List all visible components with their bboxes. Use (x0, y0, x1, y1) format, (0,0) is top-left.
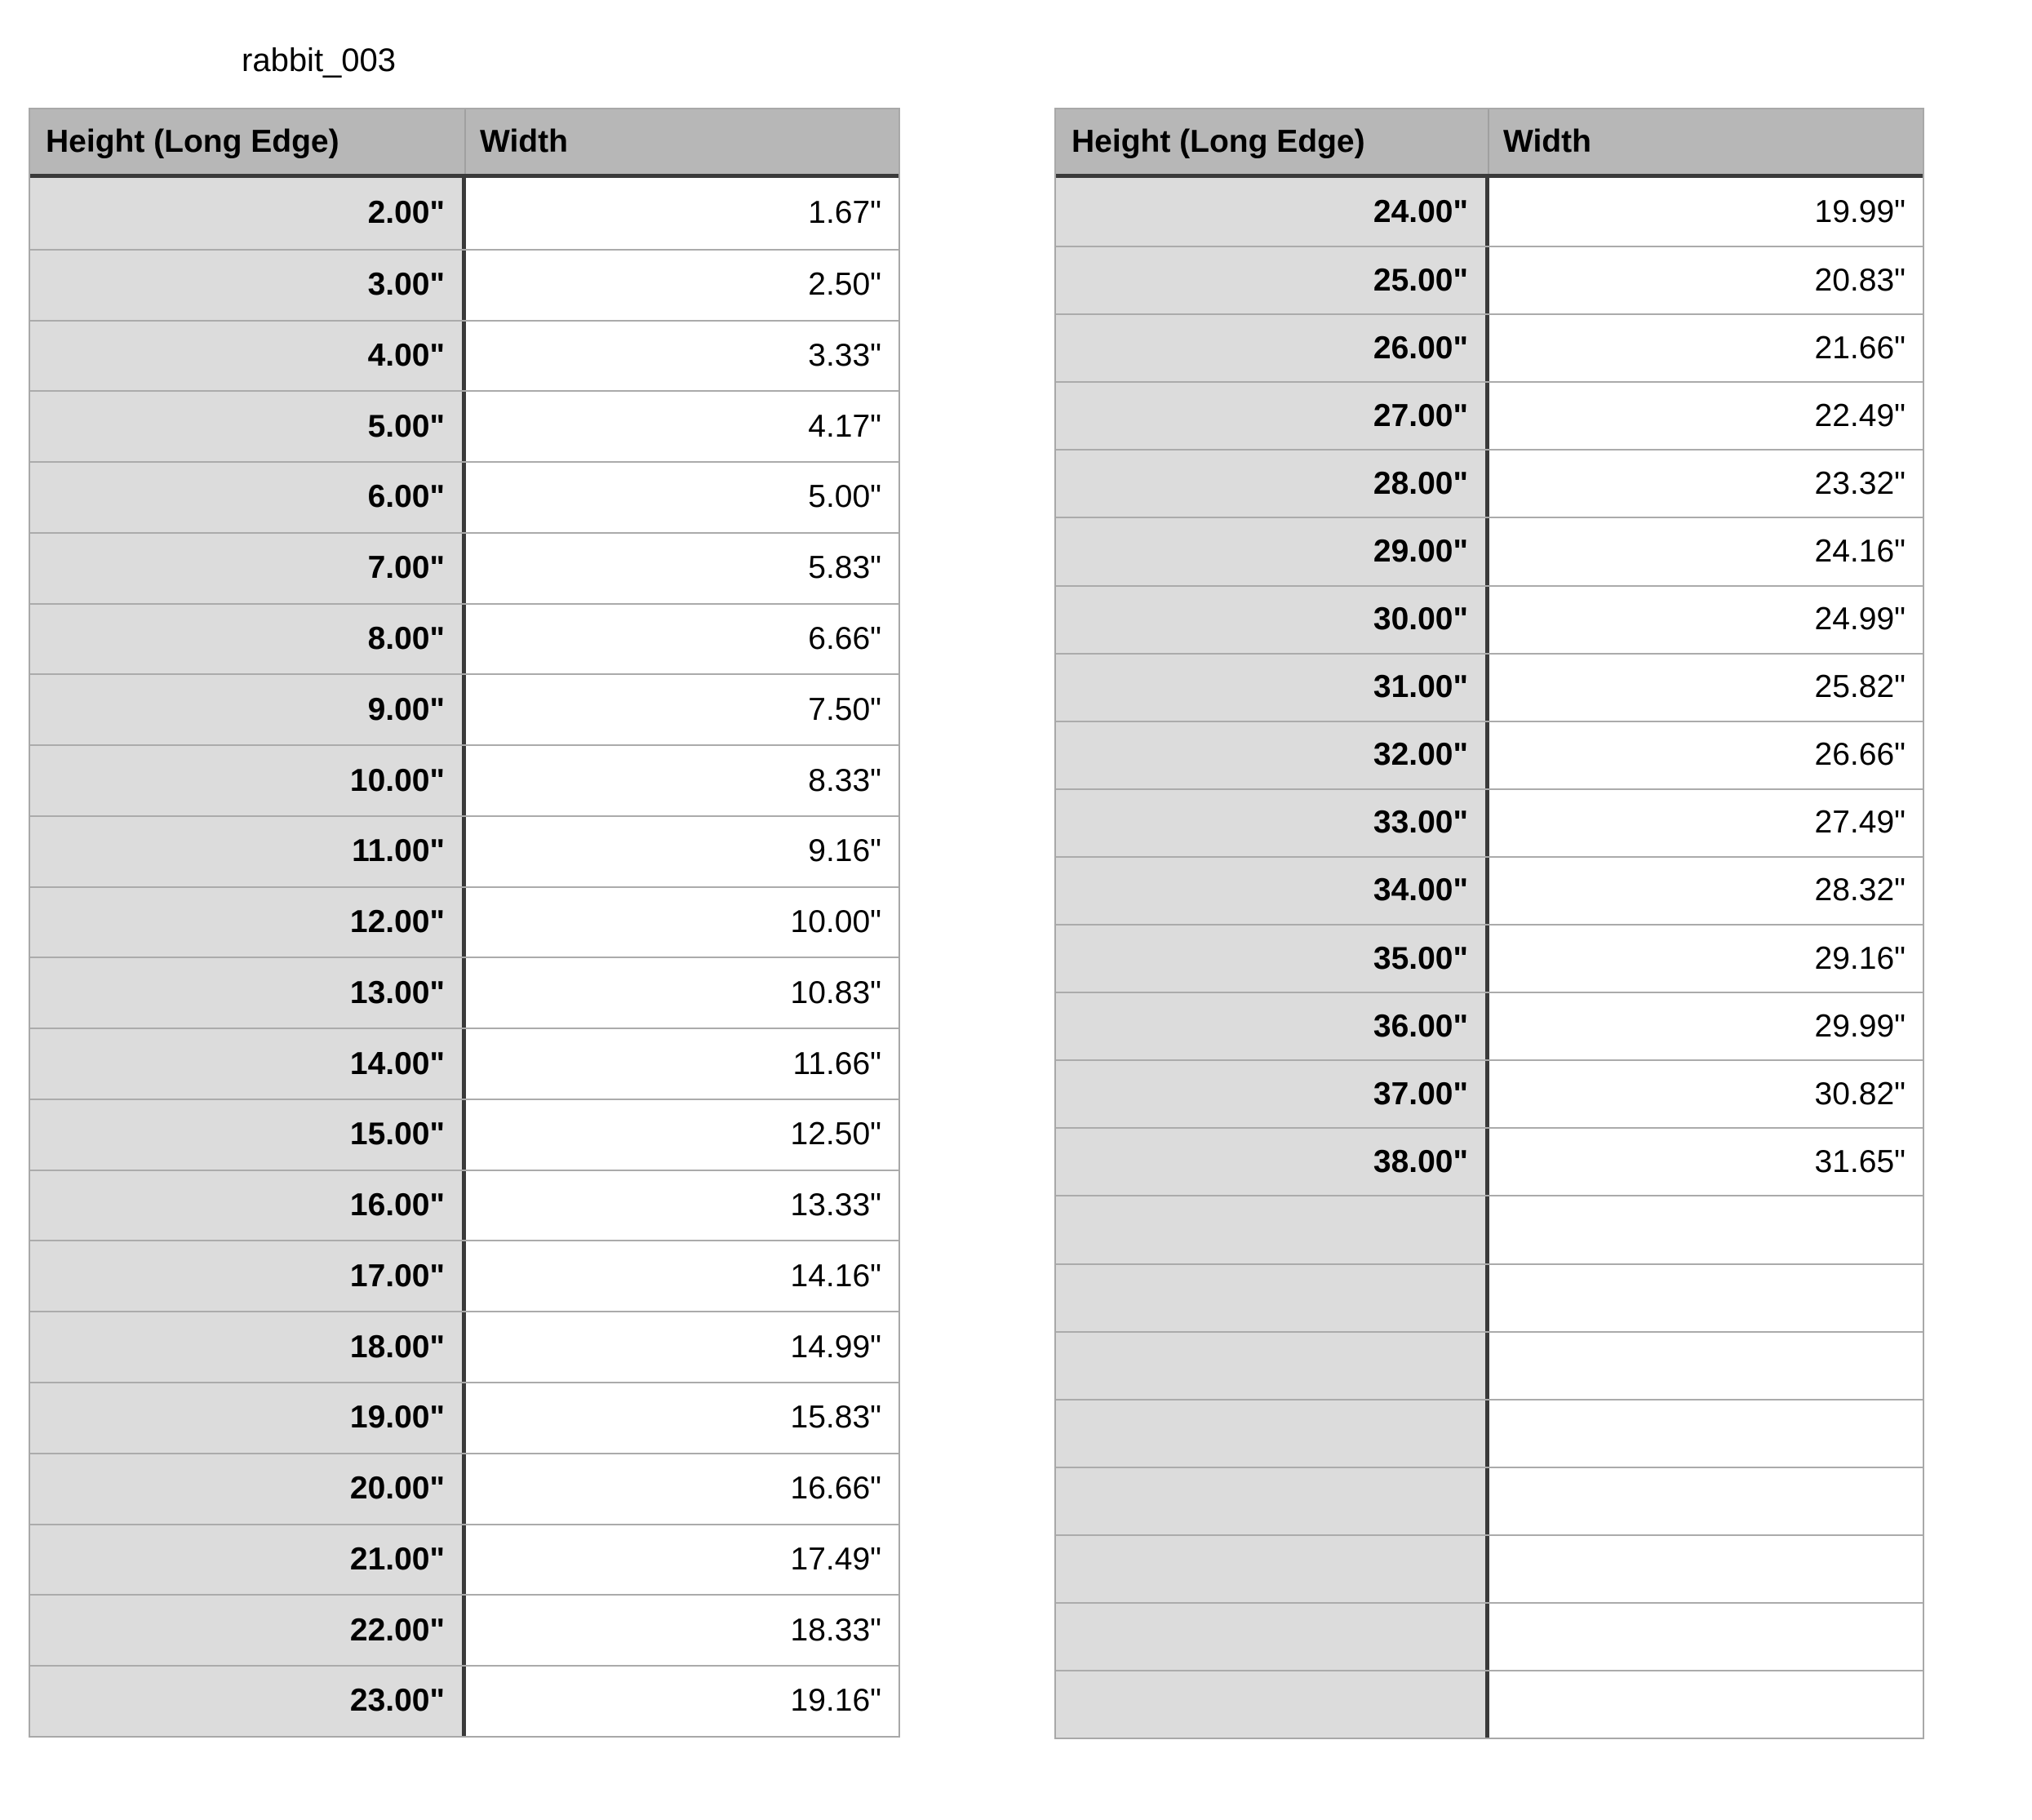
table-row (30, 461, 898, 532)
height-cell (1056, 1401, 1489, 1467)
table-row (30, 1382, 898, 1453)
table-row (1056, 1195, 1923, 1263)
table-row (30, 390, 898, 461)
page-title: rabbit_003 (242, 42, 397, 78)
table-row (1056, 721, 1923, 788)
width-cell: 23.32" (1489, 451, 1923, 517)
width-cell: 14.99" (466, 1312, 898, 1382)
size-table-left (29, 108, 900, 1738)
table-row (1056, 1602, 1923, 1670)
table-row (1056, 1331, 1923, 1399)
table-body (30, 178, 898, 1736)
table-row (1056, 1263, 1923, 1331)
width-cell: 7.50" (466, 675, 898, 744)
width-cell: 12.50" (466, 1100, 898, 1170)
height-cell (1056, 1604, 1489, 1670)
table-row (30, 1665, 898, 1736)
width-cell (1489, 1536, 1923, 1602)
table-row (1056, 653, 1923, 721)
width-cell: 20.83" (1489, 247, 1923, 313)
width-cell: 21.66" (1489, 315, 1923, 381)
height-cell (1056, 1333, 1489, 1399)
width-cell (1489, 1333, 1923, 1399)
height-cell: 18.00" (30, 1312, 466, 1382)
width-cell (1489, 1196, 1923, 1263)
height-cell: 32.00" (1056, 722, 1489, 788)
width-cell: 30.82" (1489, 1061, 1923, 1127)
table-row (1056, 449, 1923, 517)
column-header-width: Width (1503, 123, 1591, 159)
height-cell: 34.00" (1056, 858, 1489, 924)
height-cell: 3.00" (30, 251, 466, 320)
height-cell: 7.00" (30, 534, 466, 603)
height-cell: 9.00" (30, 675, 466, 744)
table-row (1056, 178, 1923, 246)
height-cell (1056, 1536, 1489, 1602)
size-table-right (1054, 108, 1924, 1739)
table-row (30, 603, 898, 674)
width-cell (1489, 1604, 1923, 1670)
width-cell: 22.49" (1489, 383, 1923, 449)
width-cell (1489, 1265, 1923, 1331)
width-cell: 4.17" (466, 392, 898, 461)
height-cell: 5.00" (30, 392, 466, 461)
height-cell: 38.00" (1056, 1129, 1489, 1195)
height-cell: 17.00" (30, 1241, 466, 1311)
height-cell (1056, 1196, 1489, 1263)
column-header-height: Height (Long Edge) (1056, 109, 1489, 174)
height-cell: 31.00" (1056, 655, 1489, 721)
width-cell: 10.83" (466, 958, 898, 1028)
table-body (1056, 178, 1923, 1738)
table-row (30, 673, 898, 744)
table-row (30, 815, 898, 886)
table-row (30, 1524, 898, 1595)
width-cell: 19.16" (466, 1667, 898, 1736)
table-row (30, 249, 898, 320)
height-cell: 15.00" (30, 1100, 466, 1170)
width-cell: 16.66" (466, 1454, 898, 1524)
width-cell: 15.83" (466, 1383, 898, 1453)
table-header (30, 109, 898, 178)
width-cell: 24.99" (1489, 587, 1923, 653)
height-cell: 10.00" (30, 746, 466, 815)
table-row (30, 744, 898, 815)
width-cell: 11.66" (466, 1029, 898, 1099)
height-cell: 8.00" (30, 605, 466, 674)
height-cell: 19.00" (30, 1383, 466, 1453)
width-cell: 3.33" (466, 322, 898, 391)
width-cell (1489, 1468, 1923, 1534)
width-cell: 1.67" (466, 178, 898, 249)
height-cell: 30.00" (1056, 587, 1489, 653)
table-row (1056, 381, 1923, 449)
height-cell: 2.00" (30, 178, 466, 249)
table-row (1056, 1670, 1923, 1738)
table-row (1056, 1059, 1923, 1127)
table-header (1056, 109, 1923, 178)
table-row (1056, 585, 1923, 653)
column-header-width: Width (480, 123, 568, 159)
height-cell: 12.00" (30, 888, 466, 957)
width-cell: 29.99" (1489, 993, 1923, 1059)
column-header-height: Height (Long Edge) (30, 109, 466, 174)
table-row (1056, 1399, 1923, 1467)
height-cell: 4.00" (30, 322, 466, 391)
height-cell (1056, 1265, 1489, 1331)
height-cell: 37.00" (1056, 1061, 1489, 1127)
table-row (1056, 1534, 1923, 1602)
table-row (1056, 313, 1923, 381)
width-cell: 29.16" (1489, 926, 1923, 992)
table-row (1056, 856, 1923, 924)
table-row (30, 1311, 898, 1382)
width-cell: 18.33" (466, 1596, 898, 1665)
table-row (1056, 992, 1923, 1059)
width-cell: 19.99" (1489, 178, 1923, 246)
width-cell: 2.50" (466, 251, 898, 320)
width-cell: 14.16" (466, 1241, 898, 1311)
height-cell: 23.00" (30, 1667, 466, 1736)
table-row (30, 532, 898, 603)
table-row (30, 1028, 898, 1099)
width-cell: 5.00" (466, 463, 898, 532)
height-cell: 20.00" (30, 1454, 466, 1524)
width-cell: 27.49" (1489, 790, 1923, 856)
height-cell: 24.00" (1056, 178, 1489, 246)
table-row (30, 320, 898, 391)
width-cell: 8.33" (466, 746, 898, 815)
table-row (30, 957, 898, 1028)
width-cell: 13.33" (466, 1171, 898, 1241)
height-cell: 35.00" (1056, 926, 1489, 992)
table-row (1056, 924, 1923, 992)
table-row (30, 1099, 898, 1170)
table-row (30, 1170, 898, 1241)
height-cell (1056, 1468, 1489, 1534)
table-row (30, 1594, 898, 1665)
width-cell (1489, 1401, 1923, 1467)
height-cell: 29.00" (1056, 518, 1489, 584)
height-cell: 22.00" (30, 1596, 466, 1665)
width-cell: 24.16" (1489, 518, 1923, 584)
height-cell: 28.00" (1056, 451, 1489, 517)
height-cell: 11.00" (30, 817, 466, 886)
table-row (1056, 1467, 1923, 1534)
table-row (1056, 788, 1923, 856)
height-cell: 14.00" (30, 1029, 466, 1099)
height-cell: 26.00" (1056, 315, 1489, 381)
table-row (30, 1453, 898, 1524)
width-cell: 5.83" (466, 534, 898, 603)
width-cell: 10.00" (466, 888, 898, 957)
width-cell: 6.66" (466, 605, 898, 674)
width-cell: 26.66" (1489, 722, 1923, 788)
width-cell: 25.82" (1489, 655, 1923, 721)
height-cell: 33.00" (1056, 790, 1489, 856)
height-cell: 36.00" (1056, 993, 1489, 1059)
width-cell: 31.65" (1489, 1129, 1923, 1195)
width-cell: 9.16" (466, 817, 898, 886)
width-cell: 17.49" (466, 1525, 898, 1595)
table-row (1056, 517, 1923, 584)
height-cell: 6.00" (30, 463, 466, 532)
height-cell: 16.00" (30, 1171, 466, 1241)
height-cell: 13.00" (30, 958, 466, 1028)
height-cell: 21.00" (30, 1525, 466, 1595)
table-row (1056, 246, 1923, 313)
height-cell: 25.00" (1056, 247, 1489, 313)
height-cell (1056, 1671, 1489, 1738)
width-cell: 28.32" (1489, 858, 1923, 924)
table-row (30, 1240, 898, 1311)
table-row (30, 178, 898, 249)
width-cell (1489, 1671, 1923, 1738)
table-row (30, 886, 898, 957)
height-cell: 27.00" (1056, 383, 1489, 449)
table-row (1056, 1127, 1923, 1195)
